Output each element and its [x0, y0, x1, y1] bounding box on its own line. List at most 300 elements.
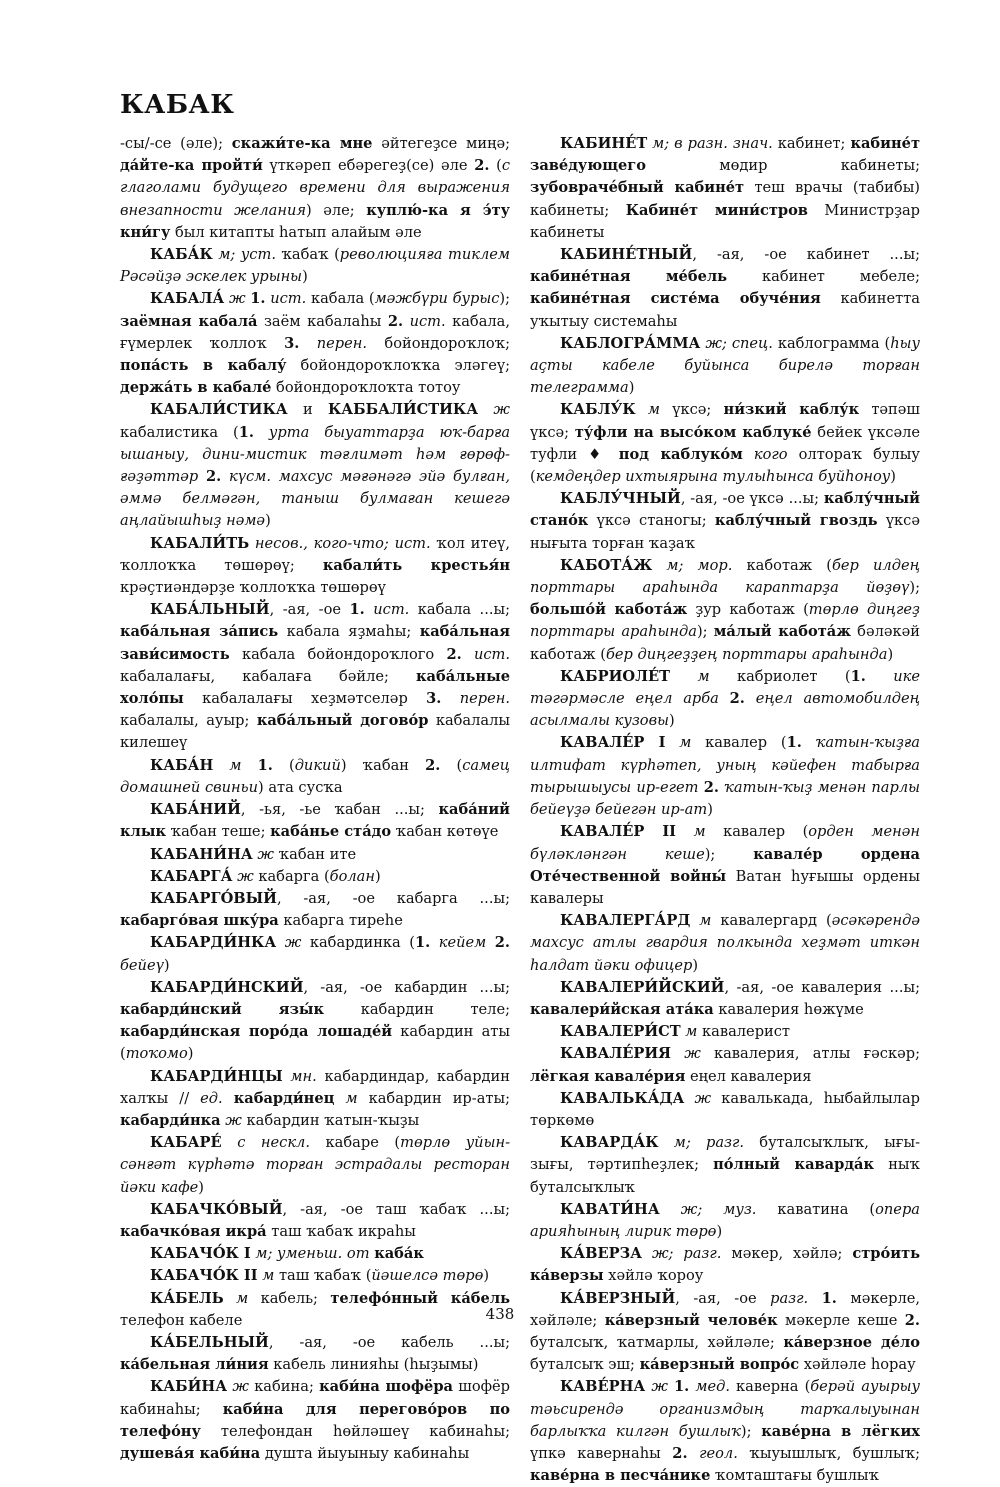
gloss-text: душта йыуыныу кабинаһы: [260, 1444, 470, 1462]
gloss-text: Министрҙар кабинеты: [530, 201, 920, 241]
gloss-text: кавалерист: [697, 1023, 791, 1041]
gloss-text: мәкер, хәйлә;: [721, 1245, 853, 1263]
dictionary-entry: [120, 1132, 510, 1199]
headword-text: КА́ВЕРЗНЫЙ: [560, 1289, 676, 1307]
grammar-note: м: [697, 667, 710, 685]
gloss-text: , -ая, -ое: [269, 601, 350, 619]
dictionary-entry: [530, 821, 920, 910]
headword-text: КАБАРГО́ВЫЙ: [150, 889, 277, 907]
headword-text: каба́льная за́пись: [120, 623, 279, 641]
grammar-note: ҡатын-ҡыҙ менән парлы бейеүҙә бейегән ир-ат: [530, 778, 920, 819]
headword-text: да́йте-ка пройти́: [120, 157, 263, 175]
headword-text: 1.: [414, 934, 431, 952]
headword-text: телефо́нный ка́бель: [330, 1289, 511, 1307]
headword-text: КАВАЛЕ́Р II: [560, 823, 676, 841]
headword-text: КА́БЕЛЬ: [150, 1289, 224, 1307]
headword-text: 2.: [729, 690, 745, 708]
gloss-text: буталсыҡлыҡ, ығы-зығы, тәртипһеҙлек;: [530, 1134, 920, 1174]
headword-text: 1.: [850, 667, 866, 685]
gloss-text: ) әле;: [306, 201, 367, 219]
gloss-text: [221, 468, 229, 485]
grammar-note: ж; муз.: [680, 1200, 757, 1218]
grammar-note: м: [693, 823, 706, 841]
headword-text: КАВАРДА́К: [560, 1134, 659, 1152]
headword-text: КАВАЛЕ́РИЯ: [560, 1045, 672, 1063]
gloss-text: мәкерле, хәйләле;: [530, 1289, 920, 1329]
gloss-text: [334, 1090, 345, 1107]
gloss-text: [642, 1245, 652, 1262]
gloss-text: [254, 424, 269, 441]
gloss-text: ): [887, 645, 894, 663]
gloss-text: [690, 912, 699, 929]
gloss-text: );: [909, 579, 920, 597]
gloss-text: телефондан һөйләшеү кабинаһы;: [200, 1422, 510, 1440]
gloss-text: -сы/-се (әле);: [120, 135, 232, 152]
grammar-note: несов., кого-что; ист.: [254, 534, 431, 552]
grammar-note: һыу аҫты кабеле буйынса бирелә торған телеграмма: [530, 334, 920, 397]
dictionary-entry: [120, 244, 510, 288]
dictionary-entry: [530, 133, 920, 244]
grammar-note: м; уменьш. от: [255, 1245, 370, 1263]
gloss-text: [222, 1134, 238, 1151]
dictionary-entry: [120, 932, 510, 976]
dictionary-entry: [530, 1243, 920, 1287]
gloss-text: [486, 934, 495, 951]
gloss-text: , -ая, -ое кабинет ...ы;: [692, 246, 920, 264]
grammar-note: ист.: [409, 312, 446, 330]
grammar-note: перен.: [316, 334, 368, 352]
grammar-note: төрлө уйын-сәнғәт күрһәтә торған эстрадалы ресторан йәки кафе: [120, 1134, 511, 1196]
gloss-text: ): [198, 1178, 204, 1196]
grammar-note: йәшелсә төрө: [371, 1267, 484, 1285]
headword-text: 2.: [446, 645, 462, 663]
gloss-text: [636, 401, 648, 418]
gloss-text: ҡол итеү, ҡоллоҡҡа төшөрөү;: [120, 534, 511, 574]
headword-text: зубоврачéбный кабине́т: [530, 179, 745, 197]
headword-text: каба́льная зави́симость: [120, 623, 510, 663]
gloss-text: ): [374, 867, 381, 885]
headword-text: КАБАЛИ́ТЬ: [150, 534, 250, 552]
gloss-text: үткәреп ебәрегеҙ(се) әле: [262, 157, 475, 175]
gloss-text: ): [692, 956, 699, 974]
grammar-note: бейеү: [120, 956, 164, 974]
gloss-text: [365, 601, 373, 618]
gloss-text: ) ҡабан: [340, 756, 426, 774]
dictionary-entry: [120, 1243, 510, 1265]
headword-text: 3.: [426, 690, 442, 708]
dictionary-entry: [530, 666, 920, 733]
gloss-text: кабардин ир-аты;: [357, 1089, 511, 1107]
headword-text: 2.: [206, 468, 222, 486]
gloss-text: ): [890, 468, 896, 486]
gloss-text: , -ая, -ое үксә ...ы;: [680, 490, 824, 508]
gloss-text: (: [440, 756, 463, 774]
dictionary-entry: [120, 866, 510, 888]
headword-text: 2.: [672, 1444, 688, 1462]
grammar-note: тоҡомо: [125, 1045, 188, 1063]
gloss-text: заём кабалаһы: [257, 312, 388, 330]
headword-text: КАБАРДИ́НКА: [150, 934, 277, 952]
grammar-note: берәй ауырыу тәьсирендә организмдың тарҡалыуынан барлыҡҡа килгән бушлыҡ: [530, 1378, 921, 1440]
grammar-note: м; уст.: [218, 246, 276, 264]
gloss-text: );: [696, 623, 714, 641]
dictionary-entry: [530, 1043, 920, 1087]
grammar-note: мн.: [290, 1067, 317, 1085]
headword-text: КАБА́Н: [150, 756, 214, 774]
headword-text: ка́верзное де́ло: [783, 1333, 920, 1351]
headword-text: скажи́те-ка мне: [231, 135, 373, 152]
gloss-text: каверна (: [729, 1378, 811, 1396]
dictionary-entry: [120, 1332, 510, 1376]
headword-text: 1.: [250, 290, 266, 308]
headword-text: стро́ить ка́верзы: [530, 1245, 921, 1285]
grammar-note: бер илдең порттары араһында караптарҙа йөҙөү: [530, 556, 920, 597]
grammar-note: опера арияһының лирик төрө: [530, 1200, 920, 1240]
headword-text: Кабине́т мини́стров: [625, 201, 808, 219]
headword-text: 1.: [238, 423, 254, 441]
grammar-note: ж: [684, 1045, 701, 1063]
running-head: КАБАК: [120, 90, 235, 120]
headword-text: ка́верзный вопро́с: [639, 1356, 800, 1374]
headword-text: каба́к: [374, 1245, 424, 1263]
gloss-text: кавалерия һөжүме: [713, 1000, 864, 1018]
gloss-text: кабардин аты (: [120, 1023, 510, 1063]
headword-text: КАВЕ́РНА: [560, 1378, 646, 1396]
gloss-text: [276, 934, 285, 951]
gloss-text: бойондороҡлоҡ;: [367, 334, 511, 352]
headword-text: КАБАРДИ́НСКИЙ: [150, 978, 304, 996]
headword-text: КАБАРЕ́: [150, 1134, 222, 1152]
headword-text: КАВАЛЕРИ́ЙСКИЙ: [560, 978, 725, 996]
dictionary-entry: [120, 1265, 510, 1287]
gloss-text: ): [668, 712, 675, 730]
headword-text: ка́бельная ли́ния: [120, 1356, 269, 1374]
gloss-text: кавалер (: [705, 823, 809, 841]
headword-text: каби́на шофёра: [319, 1378, 454, 1396]
grammar-note: кого: [753, 445, 788, 463]
gloss-text: [462, 646, 474, 663]
dictionary-entry: [530, 555, 920, 666]
headword-text: кабали́ть крестья́н: [322, 556, 510, 574]
gloss-text: [223, 1090, 234, 1107]
gloss-text: ): [187, 1045, 194, 1063]
gloss-text: [670, 668, 697, 685]
gloss-text: ): [265, 512, 271, 530]
headword-text: держа́ть в кабале́: [120, 379, 272, 397]
gloss-text: еңел кавалерия: [685, 1067, 812, 1085]
headword-text: КАБАЧО́К II: [150, 1267, 258, 1285]
gloss-text: олтораҡ булыу (: [530, 445, 920, 486]
grammar-note: ж: [651, 1378, 668, 1396]
headword-text: КАБАРГА́: [150, 867, 233, 885]
left-column: [120, 133, 510, 1465]
gloss-text: [213, 757, 229, 774]
gloss-text: [684, 1090, 694, 1107]
gloss-text: таш ҡабаҡ (: [274, 1267, 372, 1285]
grammar-note: с глаголами будущего времени для выражения внезапности желания: [120, 157, 510, 219]
gloss-text: [688, 1445, 700, 1462]
headword-text: 2.: [904, 1311, 921, 1329]
gloss-text: кавалер (: [691, 734, 787, 752]
dictionary-entry: [530, 333, 920, 400]
headword-text: 3.: [284, 334, 300, 352]
dictionary-entry: [120, 533, 510, 600]
gloss-text: (: [272, 756, 295, 774]
headword-text: КАБА́НИЙ: [150, 801, 241, 819]
gloss-text: ): [163, 956, 170, 974]
headword-text: душева́я каби́на: [120, 1444, 261, 1462]
gloss-text: [441, 690, 459, 707]
gloss-text: кабалалы килешеү: [120, 712, 510, 752]
gloss-text: [665, 734, 679, 751]
dictionary-entry: [530, 399, 920, 488]
gloss-text: кабриолет (: [709, 667, 851, 685]
headword-text: КА́БЕЛЬНЫЙ: [150, 1333, 269, 1351]
headword-text: каблу́чный стано́к: [530, 490, 920, 530]
gloss-text: [743, 446, 754, 463]
gloss-text: [242, 757, 258, 774]
headword-text: 2.: [387, 312, 404, 330]
grammar-note: болан: [329, 867, 375, 885]
gloss-text: кабардин ҡатын-ҡыҙы: [241, 1111, 420, 1129]
gloss-text: буталсыҡ, ҡатмарлы, хәйләле;: [530, 1333, 784, 1351]
headword-text: кабачко́вая икра́: [120, 1222, 267, 1240]
gloss-text: [808, 1290, 821, 1307]
dictionary-entry: [120, 288, 510, 399]
headword-text: кавале́р ордена Оте́чественной войны́: [530, 845, 920, 885]
dictionary-entry: [120, 755, 510, 799]
grammar-note: бер диңгеҙҙең порттары араһында: [605, 645, 888, 663]
headword-text: КАБИ́НА: [150, 1378, 228, 1396]
gloss-text: );: [740, 1422, 762, 1440]
grammar-note: кейем: [438, 934, 487, 952]
dictionary-entry: [120, 799, 510, 843]
grammar-note: м: [236, 1289, 249, 1307]
headword-text: КАБОТА́Ж: [560, 556, 653, 574]
gloss-text: [719, 690, 730, 707]
headword-text: каба́ний клык: [120, 801, 510, 841]
gloss-text: бейек үксәле туфли ♦: [530, 423, 920, 463]
grammar-note: м: [262, 1267, 275, 1285]
gloss-text: был китапты һатып алайым әле: [170, 223, 422, 241]
gloss-text: телефон кабеле: [120, 1311, 243, 1329]
dictionary-entry: [120, 1376, 510, 1465]
grammar-note: перен.: [459, 690, 510, 708]
grammar-note: ж: [232, 1378, 249, 1396]
headword-text: под каблуко́м: [618, 445, 743, 463]
headword-text: ту́фли на высо́ком каблуке́: [574, 423, 812, 441]
gloss-text: ) ата сусҡа: [257, 778, 343, 796]
headword-text: кабине́тная ме́бель: [530, 268, 728, 286]
gloss-text: );: [704, 845, 754, 863]
gloss-text: );: [499, 290, 511, 308]
gloss-text: кабарга тиреһе: [278, 912, 403, 930]
grammar-note: ҡатын-ҡыҙға илтифат күрһәтеп, уның кәйефен табырға тырышыусы ир-егет: [530, 734, 921, 796]
gloss-text: ныҡ буталсыҡлыҡ: [530, 1156, 920, 1196]
gloss-text: каватина (: [756, 1200, 876, 1218]
headword-text: КАБАЧКО́ВЫЙ: [150, 1200, 283, 1218]
gloss-text: [866, 668, 893, 685]
gloss-text: ): [628, 379, 635, 397]
gloss-text: кабинетта уҡытыу системаһы: [530, 290, 920, 330]
gloss-text: үпкә кавернаһы: [530, 1444, 673, 1462]
headword-text: каба́льный догово́р: [256, 712, 429, 730]
dictionary-entry: [120, 977, 510, 1066]
grammar-note: м: [679, 734, 692, 752]
grammar-note: ж: [257, 845, 275, 863]
headword-text: 1.: [821, 1289, 837, 1307]
headword-text: каблу́чный гвоздь: [714, 512, 878, 530]
headword-text: кабарди́нка: [120, 1111, 221, 1129]
headword-text: КАБЛУ́ЧНЫЙ: [560, 490, 681, 508]
gloss-text: ҡабаҡ (: [275, 246, 340, 264]
gloss-text: кабардин теле;: [324, 1000, 510, 1018]
gloss-text: крәҫтиәндәрҙе ҡоллоҡҡа төшөрөү: [120, 579, 386, 597]
headword-text: КАВАЛЕРИ́СТ: [560, 1023, 681, 1041]
grammar-note: ж: [225, 1111, 242, 1129]
grammar-note: геол.: [699, 1444, 738, 1462]
gloss-text: [299, 335, 316, 352]
grammar-note: дикий: [294, 756, 341, 774]
headword-text: каве́рна в лёгких: [761, 1422, 920, 1440]
dictionary-entry: [530, 977, 920, 1021]
gloss-text: теш врачы (табибы) кабинеты;: [530, 179, 920, 219]
headword-text: ни́зкий каблу́к: [723, 401, 860, 419]
headword-text: каба́льные холо́пы: [120, 667, 510, 708]
grammar-note: ж: [229, 290, 246, 308]
dictionary-entry: [530, 1376, 920, 1487]
dictionary-entry: [530, 1288, 920, 1377]
grammar-note: мед.: [695, 1378, 730, 1396]
grammar-note: м: [647, 401, 660, 419]
gloss-text: [659, 1134, 674, 1151]
gloss-text: [660, 1201, 681, 1218]
gloss-text: кабель;: [248, 1289, 331, 1307]
gloss-text: , -ая, -ое таш ҡабаҡ ...ы;: [282, 1200, 510, 1218]
grammar-note: ике тәгәрмәсле еңел арба: [530, 667, 921, 708]
gloss-text: ҡомташтағы бушлыҡ: [710, 1467, 879, 1485]
gloss-text: [198, 468, 206, 485]
headword-text: ма́лый кабота́ж: [713, 623, 851, 641]
grammar-note: м; мор.: [666, 556, 733, 574]
dictionary-entry: [530, 1199, 920, 1243]
gloss-text: ҡабан көтөүе: [391, 823, 499, 841]
grammar-note: әсәкәрендә махсус атлы гвардия полкында хеҙмәт иткән һалдат йәки офицер: [530, 912, 920, 974]
headword-text: КА́ВЕРЗА: [560, 1245, 643, 1263]
grammar-note: самец домашней свиньи: [120, 756, 510, 796]
grammar-note: м: [685, 1023, 698, 1041]
gloss-text: ): [716, 1222, 723, 1240]
grammar-note: м: [229, 756, 242, 774]
page-number: 438: [485, 1305, 515, 1323]
headword-text: 1.: [257, 756, 273, 774]
gloss-text: кабалистика (: [120, 423, 239, 441]
headword-text: КАБАЧО́К I: [150, 1245, 251, 1263]
headword-text: лёгкая кавале́рия: [530, 1067, 686, 1085]
headword-text: КАБАЛИ́СТИКА: [150, 401, 288, 419]
gloss-text: шофёр кабинаһы;: [120, 1378, 511, 1418]
dictionary-entry: [530, 488, 920, 555]
gloss-text: кабаре (: [310, 1134, 401, 1152]
gloss-text: [430, 934, 439, 951]
grammar-note: ж: [694, 1089, 712, 1107]
headword-text: кабарди́нский язы́к: [120, 1000, 325, 1018]
grammar-note: ж; разг.: [651, 1245, 722, 1263]
gloss-text: кабалалы, ауыр;: [120, 712, 257, 730]
headword-text: кавалери́йская ата́ка: [530, 1000, 714, 1018]
grammar-note: ист.: [270, 290, 307, 308]
headword-text: КАВАТИ́НА: [560, 1200, 660, 1218]
gloss-text: бойондороҡлоҡҡа эләгеү;: [286, 357, 510, 375]
gloss-text: мәкерле кеше: [777, 1311, 905, 1329]
gloss-text: әйтегеҙсе миңә;: [372, 135, 511, 152]
grammar-note: күсм. махсус мәғәнәгә эйә булған, әммә белмәгән, таныш булмаған кешегә аңлайышһыҙ нәмә: [120, 468, 510, 530]
gloss-text: ): [707, 801, 713, 819]
gloss-text: кабалалағы хеҙмәтселәр: [183, 690, 427, 708]
gloss-text: кавалерия, атлы ғәскәр;: [700, 1045, 920, 1063]
gloss-text: [802, 734, 816, 751]
gloss-text: буталсыҡ эш;: [530, 1356, 640, 1374]
dictionary-entry: [530, 732, 920, 821]
gloss-text: кавалькада, һыбайлылар төркөмө: [530, 1089, 920, 1129]
gloss-text: кабинет;: [772, 135, 851, 152]
dictionary-entry: [120, 844, 510, 866]
gloss-text: и: [287, 401, 328, 419]
grammar-note: ж: [237, 867, 254, 885]
headword-text: 1.: [786, 734, 802, 752]
gloss-text: , -ая, -ое кавалерия ...ы;: [724, 978, 920, 996]
gloss-text: хәйләле һорау: [799, 1356, 916, 1374]
dictionary-entry: [530, 910, 920, 977]
headword-text: КАБАЛА́: [150, 290, 225, 308]
grammar-note: кемдеңдер ихтыярына тулыһынса буйһоноу: [535, 468, 891, 486]
dictionary-entry: [120, 599, 510, 754]
dictionary-entry: [120, 1066, 510, 1133]
headword-text: КАБЛОГРА́ММА: [560, 334, 701, 352]
gloss-text: ҡабан теше;: [166, 823, 271, 841]
headword-text: кабарго́вая шку́ра: [120, 912, 279, 930]
gloss-text: (: [489, 157, 502, 175]
gloss-text: мөдир кабинеты;: [645, 157, 920, 175]
headword-text: КАБАНИ́НА: [150, 845, 253, 863]
gloss-text: [652, 557, 666, 574]
gloss-text: каботаж (: [732, 556, 832, 574]
gloss-text: кабель линияһы (һыҙымы): [268, 1356, 479, 1374]
gloss-text: үксә станогы;: [588, 512, 715, 530]
dictionary-entry: [120, 1199, 510, 1243]
gloss-text: ҙур каботаж (: [687, 601, 809, 619]
gloss-text: кавалергард (: [711, 912, 832, 930]
headword-text: каве́рна в песча́нике: [530, 1467, 711, 1485]
headword-text: кабарди́нец: [233, 1089, 335, 1107]
gloss-text: ҡабан ите: [274, 845, 357, 863]
dictionary-entry: [530, 1021, 920, 1043]
gloss-text: кабина;: [248, 1378, 320, 1396]
grammar-note: орден менән бүләкләнгән кеше: [530, 823, 920, 863]
gloss-text: бәләкәй каботаж (: [530, 623, 920, 663]
headword-text: КАББАЛИ́СТИКА: [327, 401, 479, 419]
headword-text: КАБАРДИ́НЦЫ: [150, 1067, 283, 1085]
headword-text: КАБРИОЛЕ́Т: [560, 667, 670, 685]
headword-text: КАВАЛЕРГА́РД: [560, 912, 691, 930]
headword-text: КАБЛУ́К: [560, 401, 636, 419]
headword-text: 2.: [494, 934, 510, 952]
right-column: [530, 133, 920, 1487]
dictionary-entry: [120, 888, 510, 932]
gloss-text: каблограмма (: [772, 334, 891, 352]
gloss-text: кабала бойондороҡлого: [229, 645, 447, 663]
gloss-text: [478, 401, 493, 418]
